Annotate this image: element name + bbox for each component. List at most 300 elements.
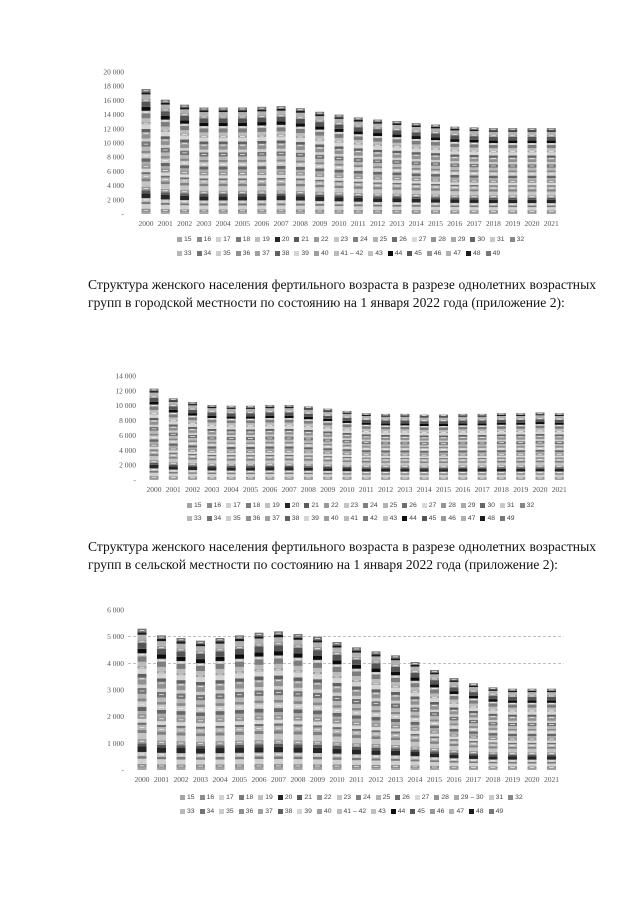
bar-segment (188, 479, 197, 480)
bar-label-mark (159, 766, 164, 767)
bar-segment (372, 706, 381, 710)
bar-label-mark (433, 195, 438, 196)
bar-label-mark (549, 739, 554, 740)
bar-label-mark (432, 732, 437, 733)
bar-segment (362, 450, 371, 452)
bar-segment (450, 737, 459, 739)
bar-segment (157, 745, 166, 748)
legend-label: 37 (265, 808, 273, 815)
bar-segment (196, 692, 205, 695)
bar-label-mark (209, 406, 214, 407)
bar-segment (255, 652, 264, 656)
bar-segment (227, 435, 236, 437)
bar-segment (304, 459, 313, 461)
bar-segment (257, 183, 266, 186)
bar-segment (277, 175, 286, 178)
bar-label-mark (267, 464, 272, 465)
bar-segment (285, 459, 294, 461)
bar-segment (516, 434, 525, 436)
bar-label-mark (218, 684, 223, 685)
y-tick-label: 6 000 (119, 430, 136, 440)
bar-segment (547, 762, 556, 764)
bar-segment (352, 692, 361, 696)
bar-segment (458, 438, 467, 440)
bar-segment (161, 105, 170, 109)
bar-segment (315, 122, 324, 126)
bar-segment (508, 198, 517, 200)
bar-segment (227, 413, 236, 416)
bar-segment (315, 185, 324, 187)
bar-segment (431, 134, 440, 138)
bar-segment (161, 152, 170, 156)
bar-segment (196, 700, 205, 704)
bar-segment (458, 427, 467, 430)
bar-segment (373, 205, 382, 207)
bar-segment (343, 433, 352, 435)
bar-label-mark (549, 174, 554, 175)
bar-segment (372, 698, 381, 701)
bar-segment (489, 200, 498, 203)
bar-segment (373, 172, 382, 175)
bar-segment (555, 475, 564, 477)
bar-segment (469, 711, 478, 713)
bar-segment (508, 162, 517, 164)
bar-segment (450, 147, 459, 150)
legend-item (383, 515, 398, 522)
bar-segment (411, 712, 420, 715)
bar-segment (219, 194, 228, 196)
bar-label-mark (518, 419, 523, 420)
bar-segment (470, 183, 479, 185)
bar-label-mark (325, 440, 330, 441)
bar-segment (304, 461, 313, 464)
bar-label-mark (306, 471, 311, 472)
bar-segment (227, 420, 236, 423)
bar-label-mark (325, 446, 330, 447)
bar-segment (497, 475, 506, 477)
bar-label-mark (364, 442, 369, 443)
bar-2011 (362, 413, 371, 480)
bar-segment (392, 207, 401, 210)
bar-segment (238, 212, 247, 214)
legend-item (278, 794, 293, 801)
bar-label-mark (163, 160, 168, 161)
bar-segment (458, 444, 467, 446)
bar-label-mark (179, 684, 184, 685)
bar-label-mark (422, 466, 427, 467)
bar-label-mark (190, 423, 195, 424)
bar-segment (470, 178, 479, 180)
bar-label-mark (460, 460, 465, 461)
bar-segment (177, 690, 186, 693)
bar-segment (373, 163, 382, 166)
bar-segment (489, 130, 498, 131)
bar-segment (343, 462, 352, 465)
bar-segment (238, 204, 247, 206)
bar-label-mark (152, 429, 157, 430)
legend-swatch (258, 809, 263, 814)
legend-swatch (334, 237, 339, 242)
bar-segment (296, 123, 305, 126)
bar-label-mark (171, 463, 176, 464)
bar-segment (238, 166, 247, 169)
bar-segment (157, 732, 166, 735)
bar-label-mark (325, 409, 330, 410)
bar-segment (478, 429, 487, 431)
bar-segment (161, 193, 170, 195)
bar-segment (323, 419, 332, 421)
bar-segment (216, 651, 225, 656)
bar-segment (274, 730, 283, 733)
bar-label-mark (499, 419, 504, 420)
x-tick-label: 2020 (532, 485, 548, 494)
bar-segment (255, 724, 264, 726)
bar-segment (304, 417, 313, 419)
bar-label-mark (452, 767, 457, 768)
bar-segment (255, 676, 264, 680)
bar-segment (277, 212, 286, 214)
bar-label-mark (510, 760, 515, 761)
bar-label-mark (298, 127, 303, 128)
bar-segment (392, 212, 401, 214)
legend-label: 18 (252, 502, 261, 509)
bar-label-mark (414, 131, 419, 132)
bar-segment (157, 710, 166, 714)
bar-label-mark (452, 127, 457, 128)
bar-segment (315, 162, 324, 164)
bar-label-mark (452, 180, 457, 181)
bar-segment (216, 711, 225, 715)
bar-segment (142, 162, 151, 164)
bar-segment (536, 415, 545, 417)
bar-label-mark (218, 755, 223, 756)
bar-segment (216, 703, 225, 706)
bar-segment (489, 703, 498, 706)
bar-segment (323, 468, 332, 471)
legend-label: 27 (421, 794, 430, 801)
bar-segment (536, 475, 545, 477)
bar-segment (555, 423, 564, 425)
bar-segment (411, 665, 420, 667)
bar-label-mark (432, 679, 437, 680)
legend-label: 21 (301, 236, 309, 243)
bar-segment (450, 732, 459, 734)
bar-segment (161, 136, 170, 139)
bar-segment (547, 200, 556, 203)
bar-segment (489, 756, 498, 759)
bar-segment (439, 421, 448, 424)
bar-segment (362, 420, 371, 423)
bar-segment (199, 178, 208, 180)
bar-segment (277, 178, 286, 180)
chart-urban-legend-row-1 (0, 502, 640, 509)
bar-label-mark (229, 426, 234, 427)
legend-swatch (294, 237, 299, 242)
bar-segment (188, 460, 197, 463)
bar-segment (255, 682, 264, 687)
bar-segment (257, 160, 266, 162)
bar-segment (516, 444, 525, 446)
legend-label: 48 (476, 808, 484, 815)
bar-segment (265, 426, 274, 429)
bar-label-mark (182, 163, 187, 164)
bar-label-mark (190, 450, 195, 451)
legend-swatch (246, 516, 251, 521)
bar-label-mark (335, 687, 340, 688)
bar-segment (196, 682, 205, 685)
legend-swatch (317, 795, 322, 800)
bar-label-mark (460, 437, 465, 438)
bar-segment (199, 166, 208, 169)
bar-segment (216, 690, 225, 693)
bar-segment (430, 674, 439, 677)
bar-segment (372, 720, 381, 722)
x-tick-label: 2000 (146, 485, 162, 494)
bar-segment (458, 458, 467, 459)
bar-segment (400, 446, 409, 447)
legend-item (180, 808, 195, 815)
bar-segment (411, 715, 420, 717)
bar-label-mark (452, 742, 457, 743)
bar-label-mark (190, 477, 195, 478)
bar-label-mark (240, 164, 245, 165)
bar-segment (536, 450, 545, 452)
bar-label-mark (441, 443, 446, 444)
bar-label-mark (441, 455, 446, 456)
bar-label-mark (198, 709, 203, 710)
bar-segment (439, 458, 448, 459)
bar-segment (381, 479, 390, 480)
bar-segment (277, 159, 286, 161)
bar-label-mark (190, 443, 195, 444)
bar-segment (274, 708, 283, 712)
bar-segment (216, 722, 225, 725)
bar-segment (431, 169, 440, 171)
bar-segment (219, 206, 228, 210)
legend-swatch (177, 237, 182, 242)
bar-segment (150, 431, 159, 434)
bar-label-mark (549, 724, 554, 725)
bar-label-mark (530, 129, 535, 130)
bar-segment (392, 125, 401, 128)
bar-2012 (381, 414, 390, 480)
bar-segment (489, 159, 498, 162)
bar-label-mark (499, 448, 504, 449)
bar-label-mark (315, 707, 320, 708)
bar-2004 (219, 108, 228, 215)
bar-segment (207, 460, 216, 463)
bar-segment (219, 110, 228, 112)
bar-segment (343, 421, 352, 423)
bar-label-mark (345, 423, 350, 424)
bar-segment (196, 757, 205, 759)
bar-label-mark (259, 210, 264, 211)
bar-segment (391, 708, 400, 712)
bar-segment (411, 667, 420, 671)
bar-label-mark (345, 453, 350, 454)
bar-segment (489, 714, 498, 716)
legend-swatch (441, 516, 446, 521)
bar-segment (391, 751, 400, 755)
bar-label-mark (276, 657, 281, 658)
bar-segment (412, 159, 421, 161)
bar-segment (470, 175, 479, 178)
bar-segment (555, 467, 564, 468)
bar-segment (196, 736, 205, 741)
bar-segment (516, 416, 525, 418)
bar-label-mark (201, 109, 206, 110)
bar-segment (257, 110, 266, 112)
bar-segment (296, 184, 305, 187)
x-tick-label: 2016 (455, 485, 471, 494)
bar-segment (352, 726, 361, 729)
bar-segment (450, 189, 459, 191)
y-tick-label: 18 000 (103, 81, 124, 91)
legend-label: 20 (284, 794, 293, 801)
bar-segment (420, 447, 429, 448)
legend-item (353, 236, 368, 243)
legend-item (246, 515, 261, 522)
bar-segment (469, 745, 478, 747)
bar-segment (497, 423, 506, 425)
bar-label-mark (171, 399, 176, 400)
chart-rural-legend-row-2 (0, 808, 640, 815)
bar-segment (478, 468, 487, 469)
bar-segment (352, 758, 361, 760)
legend-item (431, 236, 446, 243)
bar-segment (196, 704, 205, 707)
bar-segment (450, 691, 459, 694)
bar-segment (536, 457, 545, 458)
bar-segment (470, 198, 479, 200)
bar-segment (304, 455, 313, 456)
bar-segment (391, 692, 400, 695)
bar-segment (343, 457, 352, 458)
bar-label-mark (179, 743, 184, 744)
bar-label-mark (356, 194, 361, 195)
bar-segment (528, 721, 537, 723)
bar-segment (516, 452, 525, 453)
bar-label-mark (276, 765, 281, 766)
bar-segment (430, 725, 439, 728)
bar-label-mark (335, 731, 340, 732)
bar-segment (352, 682, 361, 686)
bar-segment (177, 760, 186, 765)
bar-segment (257, 137, 266, 141)
bar-label-mark (182, 172, 187, 173)
bar-segment (207, 420, 216, 423)
bar-segment (391, 697, 400, 701)
bar-segment (296, 113, 305, 117)
y-tick-label: 2 000 (119, 460, 136, 470)
legend-label: 26 (402, 794, 410, 801)
x-tick-label: 2006 (251, 775, 267, 784)
bar-segment (180, 159, 189, 161)
bar-segment (354, 189, 363, 193)
bar-2000 (150, 389, 159, 480)
legend-swatch (466, 251, 471, 256)
bar-segment (157, 667, 166, 671)
legend-item (304, 502, 319, 509)
bar-label-mark (480, 472, 485, 473)
bar-label-mark (218, 730, 223, 731)
bar-segment (547, 207, 556, 210)
bar-label-mark (229, 477, 234, 478)
bar-segment (235, 689, 244, 692)
bar-segment (528, 691, 537, 692)
bar-label-mark (229, 445, 234, 446)
bar-segment (400, 463, 409, 466)
bar-segment (304, 447, 313, 449)
legend-swatch (304, 503, 309, 508)
bar-segment (335, 204, 344, 206)
bar-segment (478, 450, 487, 452)
bar-segment (528, 718, 537, 721)
y-tick-label: 14 000 (103, 110, 124, 120)
bar-segment (439, 427, 448, 430)
bar-label-mark (422, 437, 427, 438)
bar-segment (478, 475, 487, 477)
bar-segment (227, 408, 236, 409)
legend-swatch (187, 516, 192, 521)
bar-segment (430, 684, 439, 687)
bar-segment (381, 473, 390, 474)
legend-item (324, 515, 339, 522)
bar-label-mark (259, 164, 264, 165)
bar-segment (216, 675, 225, 680)
bar-segment (450, 129, 459, 130)
bar-segment (138, 730, 147, 733)
bar-segment (516, 446, 525, 447)
bar-segment (199, 138, 208, 142)
bar-label-mark (140, 691, 145, 692)
bar-segment (362, 429, 371, 431)
bar-segment (180, 168, 189, 170)
bar-segment (323, 435, 332, 437)
bar-label-mark (383, 443, 388, 444)
bar-label-mark (414, 195, 419, 196)
bar-label-mark (549, 144, 554, 145)
bar-segment (381, 423, 390, 425)
bar-label-mark (518, 454, 523, 455)
bar-segment (169, 402, 178, 405)
bar-segment (219, 196, 228, 200)
bar-label-mark (279, 126, 284, 127)
bar-label-mark (452, 157, 457, 158)
bar-segment (547, 756, 556, 759)
legend-label: 47 (456, 808, 464, 815)
bar-segment (150, 434, 159, 436)
bar-segment (528, 145, 537, 148)
bar-segment (547, 747, 556, 749)
bar-label-mark (472, 211, 477, 212)
bar-segment (508, 741, 517, 743)
bar-segment (400, 438, 409, 440)
bar-segment (478, 463, 487, 466)
bar-2006 (265, 405, 274, 480)
x-tick-label: 2017 (474, 485, 490, 494)
bar-segment (489, 717, 498, 720)
bar-segment (381, 417, 390, 419)
bar-segment (138, 662, 147, 666)
bar-label-mark (296, 635, 301, 636)
bar-segment (343, 479, 352, 480)
bar-segment (508, 200, 517, 203)
bar-segment (219, 212, 228, 214)
bar-label-mark (287, 425, 292, 426)
bar-label-mark (471, 691, 476, 692)
bar-segment (508, 213, 517, 214)
